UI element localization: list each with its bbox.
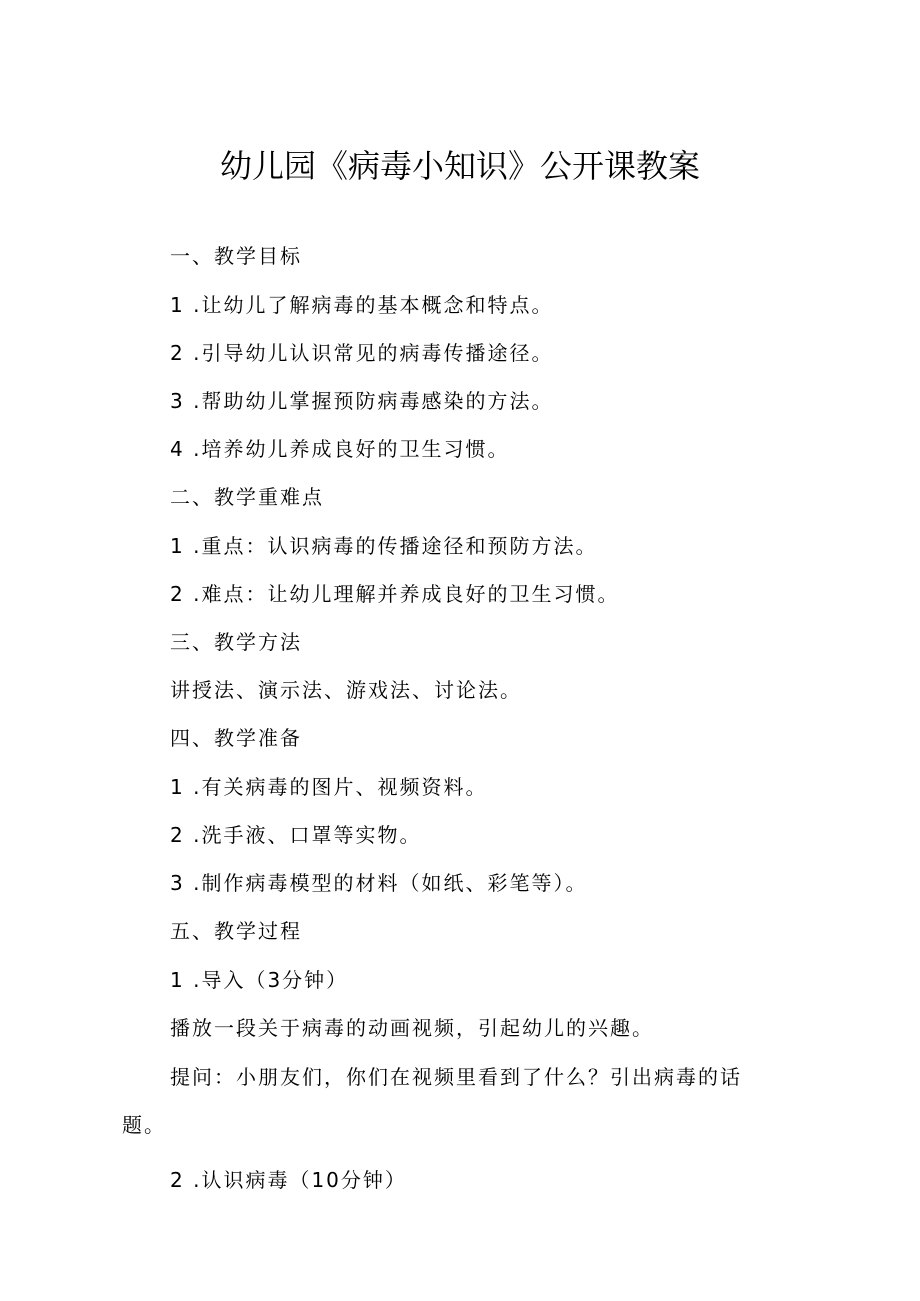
methods-text: 讲授法、演示法、游戏法、讨论法。 bbox=[170, 678, 522, 702]
objective-item-2: 2 .引导幼儿认识常见的病毒传播途径。 bbox=[170, 341, 554, 365]
process-step-1-heading: 1 .导入（3分钟） bbox=[170, 968, 349, 992]
preparation-item-2: 2 .洗手液、口罩等实物。 bbox=[170, 823, 422, 847]
objective-item-3: 3 .帮助幼儿掌握预防病毒感染的方法。 bbox=[170, 389, 554, 413]
preparation-item-3: 3 .制作病毒模型的材料（如纸、彩笔等）。 bbox=[170, 871, 588, 895]
section-heading-key-points: 二、教学重难点 bbox=[170, 485, 324, 509]
key-point-item-1: 1 .重点：认识病毒的传播途径和预防方法。 bbox=[170, 534, 598, 558]
process-step-1-question-continued: 题。 bbox=[122, 1113, 166, 1137]
key-point-item-2: 2 .难点：让幼儿理解并养成良好的卫生习惯。 bbox=[170, 582, 620, 606]
section-heading-methods: 三、教学方法 bbox=[170, 630, 302, 654]
document-title: 幼儿园《病毒小知识》公开课教案 bbox=[219, 147, 700, 185]
section-heading-preparation: 四、教学准备 bbox=[170, 726, 302, 750]
preparation-item-1: 1 .有关病毒的图片、视频资料。 bbox=[170, 775, 488, 799]
process-step-2-heading: 2 .认识病毒（10分钟） bbox=[170, 1168, 407, 1192]
objective-item-1: 1 .让幼儿了解病毒的基本概念和特点。 bbox=[170, 293, 554, 317]
section-heading-process: 五、教学过程 bbox=[170, 919, 302, 943]
section-heading-objectives: 一、教学目标 bbox=[170, 244, 302, 268]
process-step-1-text: 播放一段关于病毒的动画视频，引起幼儿的兴趣。 bbox=[170, 1016, 654, 1040]
process-step-1-question: 提问：小朋友们，你们在视频里看到了什么？引出病毒的话 bbox=[170, 1065, 742, 1089]
objective-item-4: 4 .培养幼儿养成良好的卫生习惯。 bbox=[170, 437, 510, 461]
